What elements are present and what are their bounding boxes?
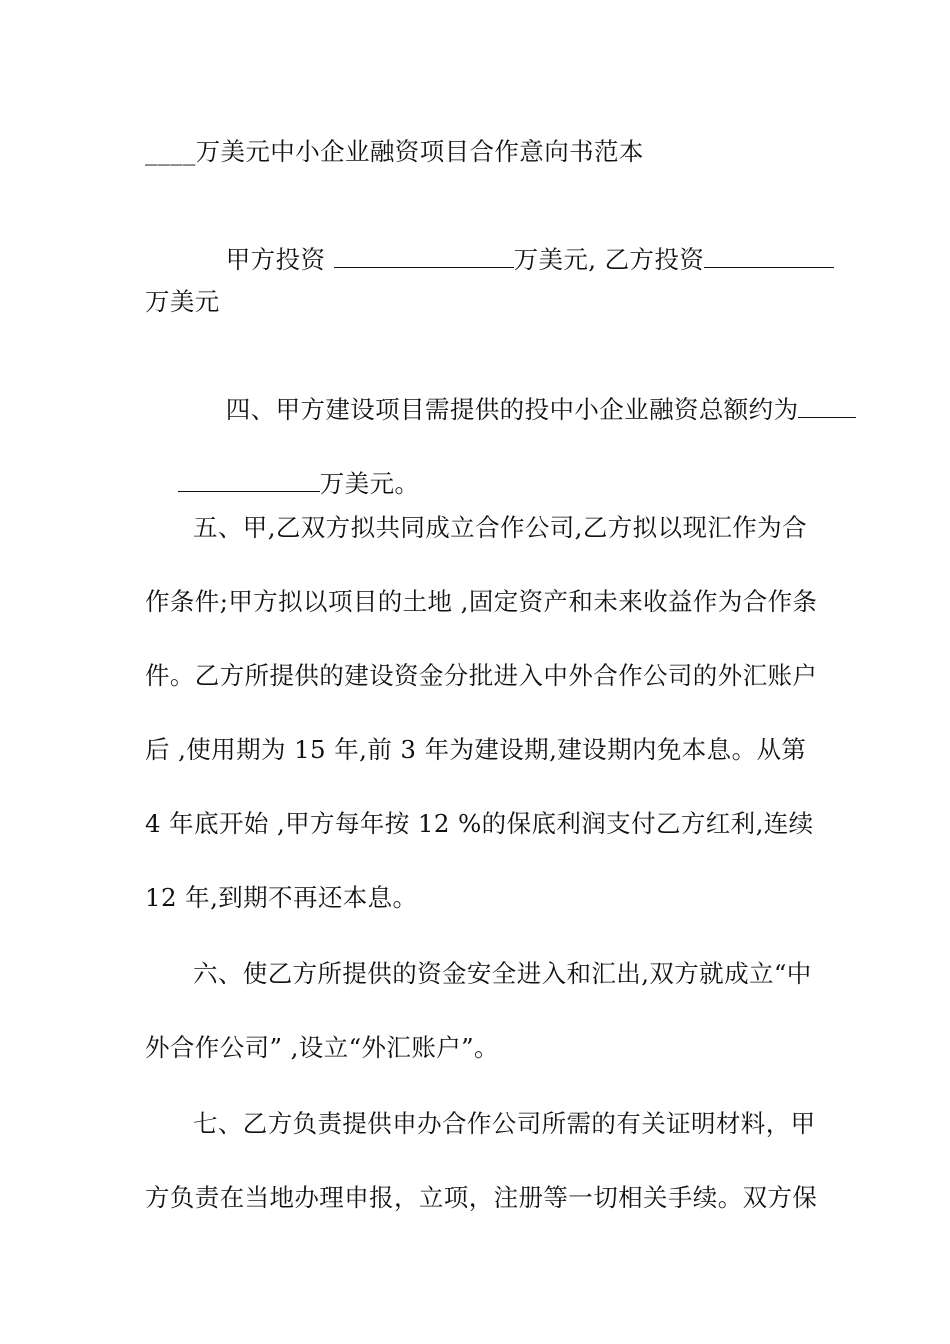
financing-amount-blank-continued: [178, 471, 320, 492]
party-b-amount-blank: [704, 247, 834, 268]
party-b-investment-label: 万美元, 乙方投资: [513, 245, 705, 274]
paragraph-line: 外合作公司” ,设立“外汇账户”。: [145, 1033, 499, 1062]
paragraph-line: 作条件;甲方拟以项目的土地 ,固定资产和未来收益作为合作条: [145, 587, 818, 616]
party-a-amount-blank: [334, 247, 514, 268]
paragraph-line: 万美元: [145, 287, 220, 316]
clause-four-text: 四、甲方建设项目需提供的投中小企业融资总额约为: [225, 395, 799, 424]
party-a-investment-label: 甲方投资: [225, 245, 334, 274]
paragraph-line: 七、乙方负责提供申办合作公司所需的有关证明材料，甲: [193, 1109, 816, 1138]
paragraph-line: 12 年,到期不再还本息。: [145, 883, 418, 912]
financing-amount-blank: [798, 397, 856, 418]
paragraph-line: 方负责在当地办理申报，立项，注册等一切相关手续。双方保: [145, 1183, 818, 1212]
paragraph-line: 4 年底开始 ,甲方每年按 12 %的保底利润支付乙方红利,连续: [145, 809, 814, 838]
clause-four-unit: 万美元。: [319, 469, 420, 498]
paragraph-line: 件。乙方所提供的建设资金分批进入中外合作公司的外汇账户: [145, 661, 818, 690]
paragraph-line: 后 ,使用期为 15 年,前 3 年为建设期,建设期内免本息。从第: [145, 735, 807, 764]
paragraph-line: 六、使乙方所提供的资金安全进入和汇出,双方就成立“中: [193, 959, 812, 988]
document-title: ____万美元中小企业融资项目合作意向书范本: [145, 137, 644, 166]
paragraph-line: 五、甲,乙双方拟共同成立合作公司,乙方拟以现汇作为合: [193, 513, 807, 542]
